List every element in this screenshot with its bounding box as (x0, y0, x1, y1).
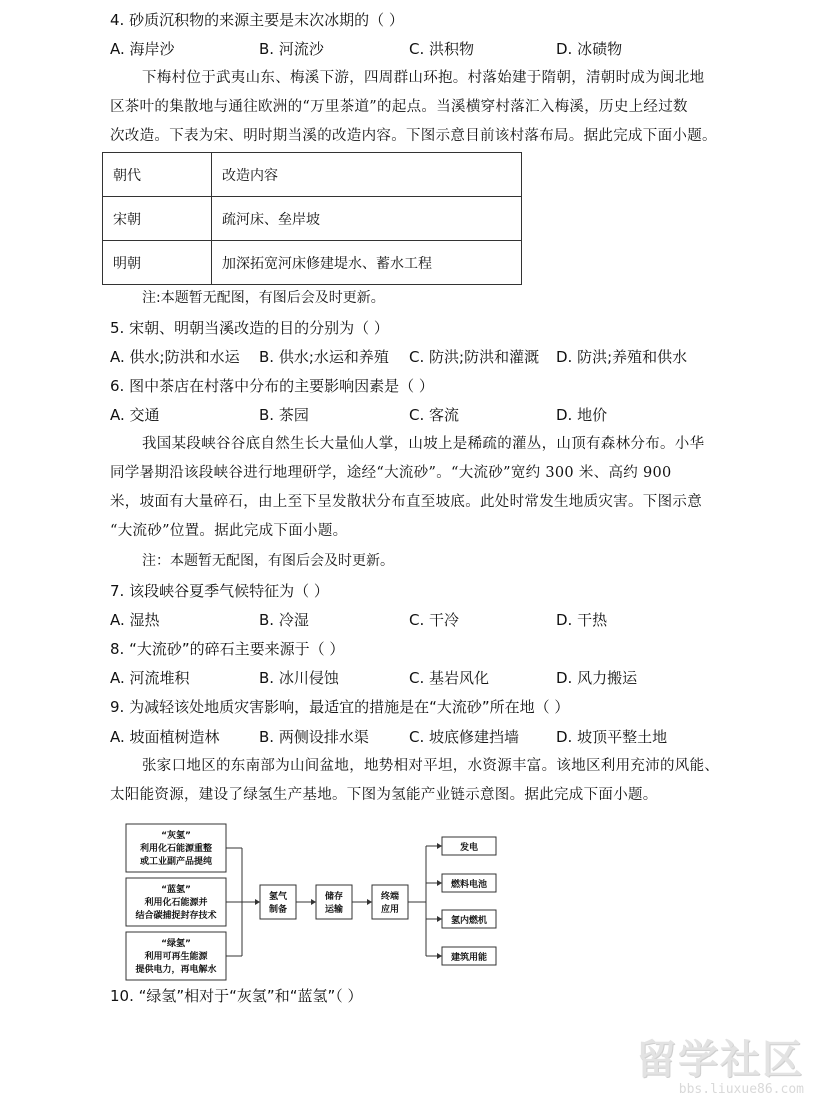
use-fuel-cell: 燃料电池 (450, 880, 488, 890)
source-blue-desc-1: 利用化石能源并 (144, 898, 208, 908)
q5-option-d: D. 防洪;养殖和供水 (556, 348, 688, 366)
q9-option-c: C. 坡底修建挡墙 (409, 728, 520, 746)
table-cell-content: 加深拓宽河床修建堤水、蓄水工程 (212, 241, 522, 285)
passage2-line-4: “大流砂”位置。据此完成下面小题。 (110, 523, 348, 539)
q8-option-c: C. 基岩风化 (409, 669, 490, 687)
use-building-energy: 建筑用能 (450, 953, 488, 963)
q6-option-b: B. 茶园 (259, 406, 309, 424)
passage3-line-1: 张家口地区的东南部为山间盆地，地势相对平坦，水资源丰富。该地区利用充沛的风能、 (142, 758, 720, 774)
use-hydrogen-engine: 氢内燃机 (450, 916, 488, 926)
renovation-table (102, 152, 522, 285)
passage2-line-3: 米，坡面有大量碎石，由上至下呈发散状分布直至坡底。此处时常发生地质灾害。下图示意 (110, 494, 702, 510)
arrow-icon (367, 899, 372, 905)
source-green-name: “绿氢” (161, 939, 191, 949)
source-grey-desc-2: 或工业副产品提纯 (139, 857, 213, 867)
q7-option-c: C. 干冷 (409, 611, 460, 629)
source-grey-name: “灰氢” (161, 831, 191, 841)
q8-option-a: A. 河流堆积 (110, 669, 190, 687)
passage1-line-3: 次改造。下表为宋、明时期当溪的改造内容。下图示意目前该村落布局。据此完成下面小题。 (110, 128, 717, 144)
question-5-stem: 5. 宋朝、明朝当溪改造的目的分别为（ ） (110, 319, 389, 337)
table-cell-dynasty: 明朝 (103, 241, 212, 285)
table-cell-dynasty: 宋朝 (103, 197, 212, 241)
stage-production-l2: 制备 (268, 905, 288, 915)
q4-option-c: C. 洪积物 (409, 40, 475, 58)
watermark-logo-text: 留学社区 (636, 1037, 804, 1083)
watermark-url: bbs.liuxue86.com (678, 1082, 804, 1097)
source-grey-desc-1: 利用化石能源重整 (139, 844, 213, 854)
q7-option-a: A. 湿热 (110, 611, 160, 629)
table-header-content: 改造内容 (212, 153, 522, 197)
passage3-line-2: 太阳能资源，建设了绿氢生产基地。下图为氢能产业链示意图。据此完成下面小题。 (110, 787, 658, 803)
passage1-line-1: 下梅村位于武夷山东、梅溪下游，四周群山环抱。村落始建于隋朝，清朝时成为闽北地 (142, 70, 705, 86)
arrow-icon (311, 899, 316, 905)
q5-option-b: B. 供水;水运和养殖 (259, 348, 389, 366)
passage2-line-1: 我国某段峡谷谷底自然生长大量仙人掌，山坡上是稀疏的灌丛，山顶有森林分布。小华 (142, 436, 705, 452)
arrow-icon (255, 899, 260, 905)
q4-option-d: D. 冰碛物 (556, 40, 623, 58)
table-header-dynasty: 朝代 (103, 153, 212, 197)
passage1-line-2: 区茶叶的集散地与通往欧洲的“万里茶道”的起点。当溪横穿村落汇入梅溪，历史上经过数 (110, 99, 688, 115)
q4-option-b: B. 河流沙 (259, 40, 324, 58)
stage-production-l1: 氢气 (268, 892, 288, 902)
question-8-stem: 8. “大流砂”的碎石主要来源于（ ） (110, 640, 345, 658)
table-header-row (103, 153, 522, 197)
question-7-stem: 7. 该段峡谷夏季气候特征为（ ） (110, 582, 329, 600)
question-9-stem: 9. 为减轻该处地质灾害影响，最适宜的措施是在“大流砂”所在地（ ） (110, 698, 570, 716)
q9-option-d: D. 坡顶平整土地 (556, 728, 668, 746)
q6-option-d: D. 地价 (556, 406, 608, 424)
stage-application-l1: 终端 (380, 892, 400, 902)
q4-option-a: A. 海岸沙 (110, 40, 175, 58)
table-row (103, 197, 522, 241)
question-10-stem: 10. “绿氢”相对于“灰氢”和“蓝氢”（ ） (110, 987, 363, 1005)
arrow-icon (437, 953, 442, 959)
source-blue-name: “蓝氢” (161, 885, 191, 895)
stage-storage-l1: 储存 (324, 892, 344, 902)
q5-option-c: C. 防洪;防洪和灌溉 (409, 348, 540, 366)
q7-option-b: B. 冷湿 (259, 611, 309, 629)
table-row (103, 241, 522, 285)
q6-option-c: C. 客流 (409, 406, 460, 424)
stage-storage-l2: 运输 (324, 905, 344, 915)
q9-option-a: A. 坡面植树造林 (110, 728, 220, 746)
stage-application-l2: 应用 (380, 905, 400, 915)
q6-option-a: A. 交通 (110, 406, 160, 424)
arrow-icon (437, 916, 442, 922)
note-2: 注：本题暂无配图，有图后会及时更新。 (142, 553, 394, 569)
note-1: 注:本题暂无配图，有图后会及时更新。 (142, 290, 385, 306)
q7-option-d: D. 干热 (556, 611, 608, 629)
q5-option-a: A. 供水;防洪和水运 (110, 348, 240, 366)
arrow-icon (437, 880, 442, 886)
q8-option-d: D. 风力搬运 (556, 669, 638, 687)
watermark (636, 1038, 804, 1098)
q9-option-b: B. 两侧设排水渠 (259, 728, 369, 746)
use-power-generation: 发电 (459, 843, 479, 853)
source-green-desc-2: 提供电力，再电解水 (135, 965, 217, 975)
arrow-icon (437, 843, 442, 849)
passage2-line-2: 同学暑期沿该段峡谷进行地理研学，途经“大流砂”。“大流砂”宽约 300 米、高约 900 (110, 465, 672, 481)
question-4-stem: 4. 砂质沉积物的来源主要是末次冰期的（ ） (110, 11, 404, 29)
table-cell-content: 疏河床、垒岸坡 (212, 197, 522, 241)
q8-option-b: B. 冰川侵蚀 (259, 669, 339, 687)
question-6-stem: 6. 图中茶店在村落中分布的主要影响因素是（ ） (110, 377, 434, 395)
hydrogen-chain-diagram (124, 822, 504, 984)
source-green-desc-1: 利用可再生能源 (144, 952, 208, 962)
source-blue-desc-2: 结合碳捕捉封存技术 (135, 911, 217, 921)
